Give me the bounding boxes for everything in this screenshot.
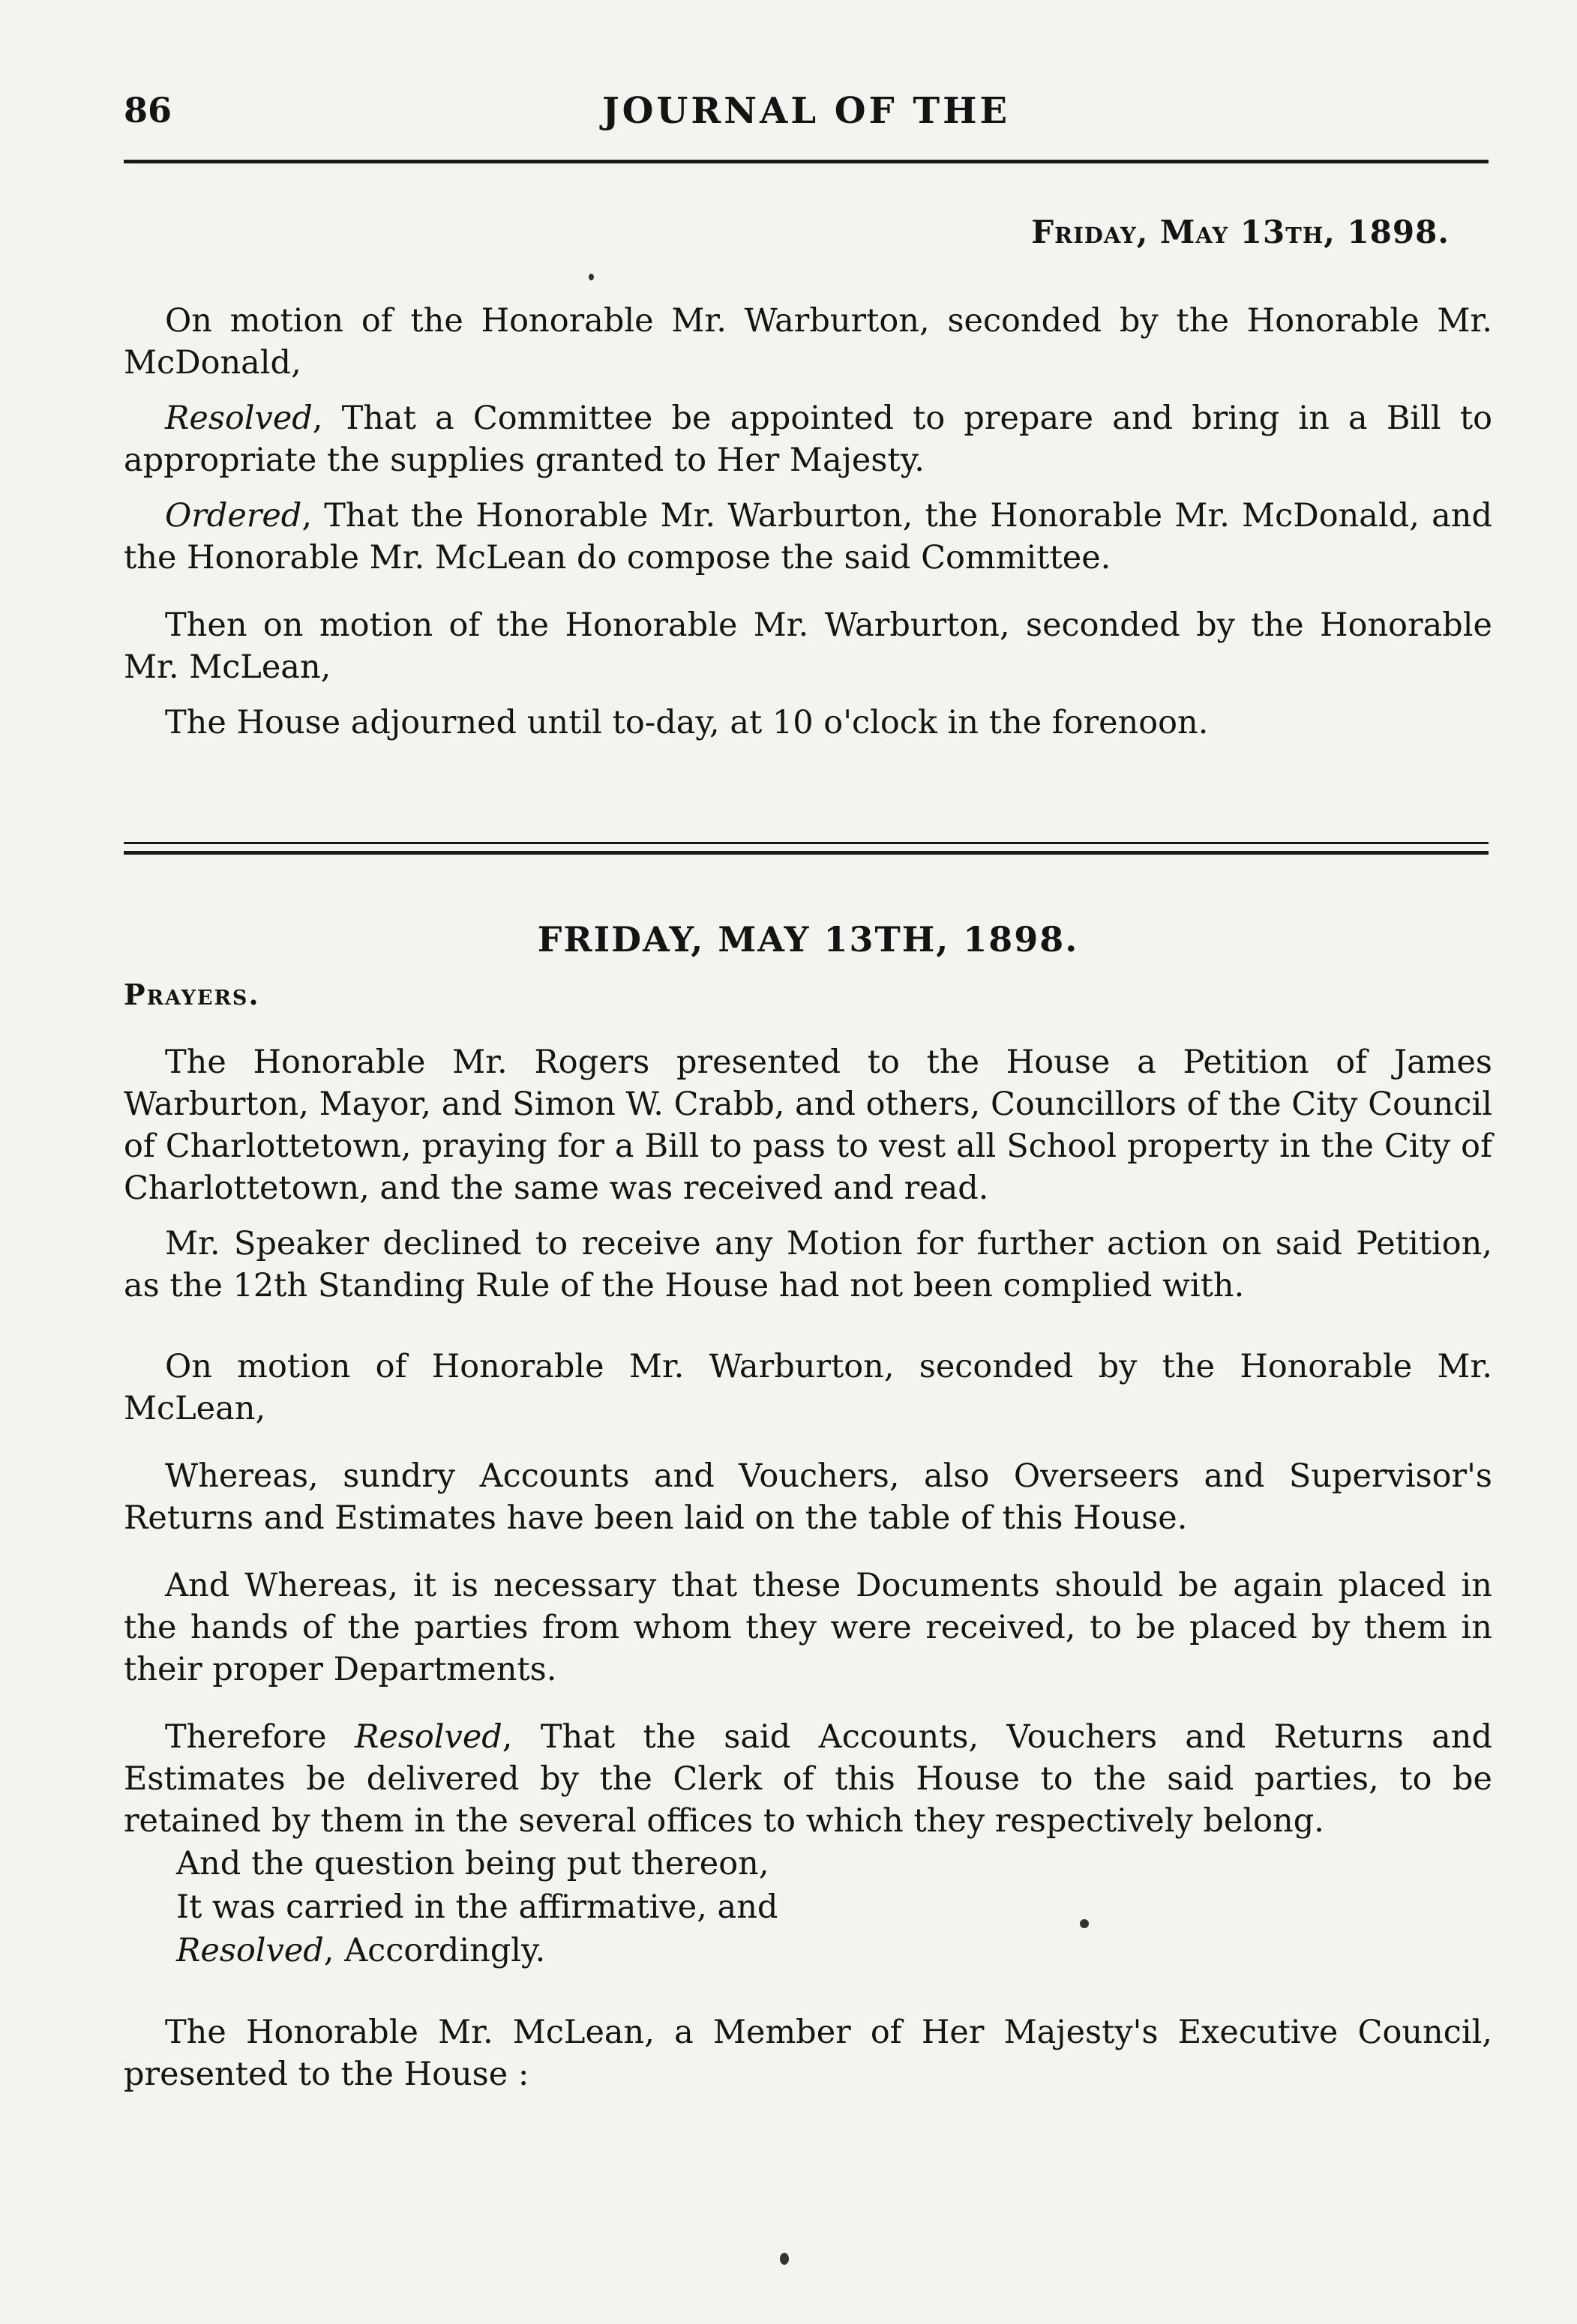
line-question: And the question being put thereon, (176, 1845, 769, 1882)
therefore-lead: Therefore (165, 1718, 355, 1756)
ink-speck (780, 2253, 789, 2265)
paragraph-therefore (124, 1716, 1492, 1842)
paragraph-motion: On motion of the Honorable Mr. Warburton, seconded by the Honorable Mr. McDonald, (124, 302, 1492, 382)
paragraph-motion-2: On motion of Honorable Mr. Warburton, seconded by the Honorable Mr. McLean, (124, 1348, 1492, 1427)
header-rule (124, 160, 1489, 163)
running-head (124, 90, 1489, 142)
paragraph-and-whereas: And Whereas, it is necessary that these Documents should be again placed in the hands of the parties from whom they were received, to be placed by them in their proper Departments. (124, 1567, 1492, 1688)
resolved-label: Resolved (165, 400, 313, 437)
paragraph-speaker: Mr. Speaker declined to receive any Motion for further action on said Petition, as the 12th Standing Rule of the House had not been complied with. (124, 1225, 1492, 1304)
running-title: JOURNAL OF THE (601, 90, 1011, 132)
page-number: 86 (124, 90, 172, 130)
section-previous-sitting (124, 300, 1492, 744)
section-divider-bottom (124, 851, 1489, 855)
paragraph-adjourn-motion: Then on motion of the Honorable Mr. Warburton, seconded by the Honorable Mr. McLean, (124, 606, 1492, 686)
line-resolved-accordingly (124, 1929, 1492, 1972)
section-divider-top (124, 842, 1489, 844)
section-current-sitting (124, 918, 1492, 2095)
second-date-heading: FRIDAY, MAY 13TH, 1898. (537, 919, 1079, 960)
paragraph-resolved (124, 397, 1492, 481)
therefore-resolved: Resolved (355, 1718, 502, 1756)
first-date-heading: Friday, May 13th, 1898. (1031, 214, 1450, 250)
resolved-text: , That a Committee be appointed to prepare and bring in a Bill to appropriate the supplies granted to Her Majesty. (124, 400, 1492, 479)
paragraph-ordered (124, 495, 1492, 579)
paragraph-mclean: The Honorable Mr. McLean, a Member of Her Majesty's Executive Council, presented to the House : (124, 2014, 1492, 2093)
accordingly-resolved: Resolved (176, 1932, 324, 1969)
ink-speck (1080, 1919, 1089, 1928)
ordered-label: Ordered (165, 497, 302, 535)
paragraph-petition: The Honorable Mr. Rogers presented to the House a Petition of James Warburton, Mayor, and Simon W. Crabb, and others, Councillors of the City Council of Charlottetown, praying for a Bill to pass to vest all School property in the City of Charlottetown, and the same was received and read. (124, 1044, 1492, 1207)
ordered-text: , That the Honorable Mr. Warburton, the Honorable Mr. McDonald, and the Honorable Mr. McLean do compose the said Committee. (124, 497, 1492, 577)
accordingly-text: , Accordingly. (323, 1932, 546, 1969)
line-affirmative: It was carried in the affirmative, and (176, 1888, 778, 1926)
paragraph-whereas: Whereas, sundry Accounts and Vouchers, also Overseers and Supervisor's Returns and Estimates have been laid on the table of this House. (124, 1457, 1492, 1537)
prayers-heading: Prayers. (124, 978, 260, 1011)
paragraph-adjourned: The House adjourned until to-day, at 10 o'clock in the forenoon. (165, 704, 1209, 741)
ink-speck (589, 274, 594, 280)
therefore-text: , That the said Accounts, Vouchers and Returns and Estimates be delivered by the Clerk of this House to the said parties, to be retained by them in the several offices to which they respectively belong. (124, 1718, 1492, 1840)
